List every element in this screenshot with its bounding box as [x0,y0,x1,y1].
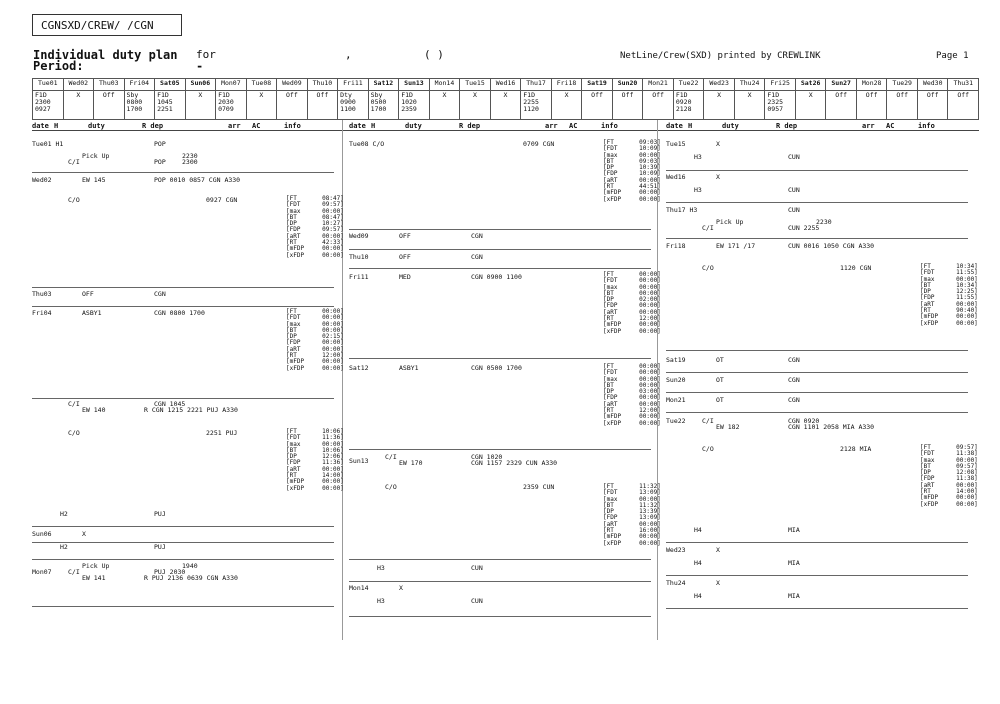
duty-entry: CUN 2255 [788,224,820,232]
day-header-mon14: Mon14 [429,79,460,91]
duty-entry: Mon07 [32,568,52,576]
col-header-ac: AC [252,122,261,130]
duty-entry: CUN [471,564,483,572]
duty-entry: Fri11 [349,273,369,281]
day-code-tue29: Off [887,91,918,120]
day-separator [32,606,334,607]
day-header-fri04: Fri04 [124,79,155,91]
day-separator [32,559,334,560]
duty-entry: Fri04 [32,309,52,317]
duty-entry: OFF [82,290,94,298]
day-header-sat19: Sat19 [582,79,613,91]
duty-entry: PUJ [154,510,166,518]
duty-entry: CGN [471,232,483,240]
day-separator [32,398,334,399]
duty-entry: 2300 [182,158,198,166]
duty-entry: 1120 CGN [840,264,872,272]
col-header-h: H [688,122,693,130]
day-separator [32,287,334,288]
duty-entry: CGN 1101 2058 MIA A330 [788,423,875,431]
day-header-sun20: Sun20 [612,79,643,91]
day-header-wed09: Wed09 [277,79,308,91]
day-separator [666,392,968,393]
day-code-mon28: Off [856,91,887,120]
duty-entry: Sat19 [666,356,686,364]
plan-title: Individual duty plan [33,48,178,62]
col-header-date: date [666,122,683,130]
col-header-rdep: R dep [776,122,798,130]
duty-entry: Wed23 [666,546,686,554]
day-code-thu31: Off [948,91,979,120]
col-header-info: info [918,122,935,130]
duty-entry: Tue15 [666,140,686,148]
day-separator [666,202,968,203]
day-code-tue15: X [460,91,491,120]
duty-entry: X [716,140,720,148]
day-separator [349,616,651,617]
day-code-tue08: X [246,91,277,120]
day-code-tue22: F1D 0920 2128 [673,91,704,120]
day-separator [666,412,968,413]
duty-entry: C/I [68,400,80,408]
duty-info-block: [FT 00:00] [FDT 00:00] [max 00:00] [BT 00:00] [DP 02:00] [FDP 00:00] [aRT 00:00] [RT 12:00] [mFDP 00:00] [xFDP 00:00] [603,271,661,335]
duty-entry: POP [154,158,166,166]
day-code-tue01: F1D 2300 0927 [33,91,64,120]
period-label: Period: [33,59,84,73]
duty-entry: EW 182 [716,423,740,431]
day-code-thu24: X [734,91,765,120]
day-separator [32,306,334,307]
day-separator [666,575,968,576]
duty-entry: 2230 [816,218,832,226]
day-header-fri11: Fri11 [338,79,369,91]
duty-entry: MIA [788,559,800,567]
duty-entry: X [716,546,720,554]
duty-entry: C/O [385,483,397,491]
day-separator [32,172,334,173]
duty-entry: C/I [68,568,80,576]
day-header-tue01: Tue01 [33,79,64,91]
day-header-wed02: Wed02 [63,79,94,91]
day-code-mon07: F1D 2030 0709 [216,91,247,120]
day-header-wed16: Wed16 [490,79,521,91]
duty-entry: CGN 0500 1700 [471,364,522,372]
duty-entry: 2359 CUN [523,483,555,491]
day-code-thu10: Off [307,91,338,120]
col-header-arr: arr [862,122,875,130]
duty-entry: CGN 1157 2329 CUN A330 [471,459,558,467]
duty-entry: CGN 0800 1700 [154,309,205,317]
duty-entry: Thu17 H3 [666,206,698,214]
duty-entry: Wed09 [349,232,369,240]
duty-entry: H4 [694,592,702,600]
duty-entry: CUN [788,206,800,214]
duty-entry: C/O [68,429,80,437]
duty-entry: MED [399,273,411,281]
duty-info-block: [FT 11:32] [FDT 13:09] [max 00:00] [BT 11:32] [DP 13:39] [FDP 13:09] [aRT 00:00] [RT 16:00] [mFDP 00:00] [xFDP 00:00] [603,483,661,547]
duty-entry: OFF [399,232,411,240]
duty-entry: Tue01 H1 [32,140,64,148]
day-separator [666,608,968,609]
duty-entry: PUJ [154,543,166,551]
col-header-date: date [349,122,366,130]
day-separator [349,229,651,230]
duty-entry: R CGN 1215 2221 PUJ A330 [144,406,238,414]
duty-entry: H2 [60,543,68,551]
day-header-tue22: Tue22 [673,79,704,91]
day-separator [349,581,651,582]
day-code-sat12: Sby 0500 1700 [368,91,399,120]
day-header-tue29: Tue29 [887,79,918,91]
duty-entry: CGN [788,376,800,384]
col-header-h: H [371,122,376,130]
duty-info-block: [FT 10:06] [FDT 11:36] [max 00:00] [BT 10:06] [DP 12:06] [FDP 11:36] [aRT 00:00] [RT 14:00] [mFDP 00:00] [xFDP 00:00] [286,428,344,492]
duty-info-block: [FT 08:47] [FDT 09:57] [max 00:00] [BT 08:47] [DP 10:27] [FDP 09:57] [aRT 00:00] [RT 42:33] [mFDP 00:00] [xFDP 00:00] [286,195,344,259]
day-code-thu03: Off [94,91,125,120]
duty-entry: Wed16 [666,173,686,181]
duty-entry: ASBY1 [82,309,102,317]
duty-info-block: [FT 09:57] [FDT 11:38] [max 00:00] [BT 09:57] [DP 12:08] [FDP 11:38] [aRT 00:00] [RT 14:00] [mFDP 00:00] [xFDP 00:00] [920,444,978,508]
duty-entry: Wed02 [32,176,52,184]
duty-entry: Pick Up [716,218,744,226]
duty-entry: CGN [154,290,166,298]
duty-entry: H4 [694,559,702,567]
day-header-thu17: Thu17 [521,79,552,91]
duty-entry: OFF [399,253,411,261]
duty-entry: X [716,173,720,181]
duty-entry: CUN [788,153,800,161]
col-header-ac: AC [569,122,578,130]
duty-entry: H4 [694,526,702,534]
day-header-mon28: Mon28 [856,79,887,91]
duty-entry: EW 141 [82,574,106,582]
duty-info-block: [FT 00:00] [FDT 00:00] [max 00:00] [BT 00:00] [DP 03:00] [FDP 00:00] [aRT 00:00] [RT 12:00] [mFDP 00:00] [xFDP 00:00] [603,363,661,427]
duty-entry: Mon14 [349,584,369,592]
day-separator [349,449,651,450]
system-info: NetLine/Crew(SXD) printed by CREWLINK [620,51,821,61]
day-code-fri18: X [551,91,582,120]
day-header-mon07: Mon07 [216,79,247,91]
day-code-wed16: X [490,91,521,120]
day-header-thu24: Thu24 [734,79,765,91]
day-header-sun06: Sun06 [185,79,216,91]
duty-entry: C/I [702,224,714,232]
day-code-sun20: Off [612,91,643,120]
day-code-sun06: X [185,91,216,120]
duty-entry: Tue08 C/O [349,140,385,148]
day-header-thu31: Thu31 [948,79,979,91]
col-header-arr: arr [545,122,558,130]
day-code-mon21: Off [643,91,674,120]
day-separator [666,542,968,543]
col-header-rdep: R dep [142,122,164,130]
duty-entry: OT [716,396,724,404]
duty-entry: Sun13 [349,457,369,465]
day-header-sat26: Sat26 [795,79,826,91]
duty-entry: EW 170 [399,459,423,467]
duty-entry: X [716,579,720,587]
day-code-sat26: X [795,91,826,120]
day-code-sat05: F1D 1045 2251 [155,91,186,120]
duty-entry: 0709 CGN [523,140,555,148]
col-header-arr: arr [228,122,241,130]
duty-entry: Pick Up [82,562,110,570]
duty-info-block: [FT 09:03] [FDT 10:09] [max 00:00] [BT 09:03] [DP 10:39] [FDP 10:09] [aRT 00:00] [RT 44:51] [mFDP 00:00] [xFDP 00:00] [603,139,661,203]
col-header-info: info [284,122,301,130]
day-header-fri18: Fri18 [551,79,582,91]
duty-entry: EW 140 [82,406,106,414]
duty-entry: 1940 [182,562,198,570]
duty-entry: C/I [68,158,80,166]
day-code-sat19: Off [582,91,613,120]
duty-entry: CGN 1020 [471,453,503,461]
crew-id-box: CGNSXD/CREW/ /CGN [32,14,182,36]
col-header-duty: duty [405,122,422,130]
duty-entry: CGN [788,356,800,364]
duty-entry: X [82,530,86,538]
day-code-sun13: F1D 1020 2359 [399,91,430,120]
duty-entry: 2230 [182,152,198,160]
duty-entry: PUJ 2030 [154,568,186,576]
col-header-duty: duty [722,122,739,130]
day-header-tue15: Tue15 [460,79,491,91]
duty-entry: H3 [377,564,385,572]
duty-entry: C/O [68,196,80,204]
day-header-wed30: Wed30 [917,79,948,91]
duty-entry: H2 [60,510,68,518]
day-header-thu10: Thu10 [307,79,338,91]
duty-entry: CUN 0016 1050 CGN A330 [788,242,875,250]
duty-entry: R PUJ 2136 0639 CGN A330 [144,574,238,582]
day-header-mon21: Mon21 [643,79,674,91]
day-summary-table [32,78,979,120]
day-code-thu17: F1D 2255 1120 [521,91,552,120]
day-header-thu03: Thu03 [94,79,125,91]
day-code-fri04: Sby 0800 1700 [124,91,155,120]
duty-entry: C/O [702,264,714,272]
duty-entry: CGN 1045 [154,400,186,408]
duty-entry: Fri18 [666,242,686,250]
duty-entry: ASBY1 [399,364,419,372]
duty-entry: POP [154,140,166,148]
col-header-info: info [601,122,618,130]
col-header-ac: AC [886,122,895,130]
day-code-wed23: X [704,91,735,120]
duty-entry: MIA [788,592,800,600]
duty-entry: Tue22 [666,417,686,425]
day-header-sat05: Sat05 [155,79,186,91]
day-separator [666,170,968,171]
day-code-wed30: Off [917,91,948,120]
day-separator [349,559,651,560]
day-separator [349,358,651,359]
day-header-tue08: Tue08 [246,79,277,91]
day-code-fri11: Dty 0900 1100 [338,91,369,120]
duty-entry: H3 [694,153,702,161]
day-separator [349,249,651,250]
period-value: - [196,59,204,73]
duty-entry: CUN [788,186,800,194]
duty-info-block: [FT 10:34] [FDT 11:55] [max 00:00] [BT 10:34] [DP 12:25] [FDP 11:55] [aRT 00:00] [RT 90:40] [mFDP 00:00] [xFDP 00:00] [920,263,978,327]
day-code-mon14: X [429,91,460,120]
duty-entry: CGN 0900 1100 [471,273,522,281]
day-header-wed23: Wed23 [704,79,735,91]
duty-entry: CGN [788,396,800,404]
duty-entry: CGN 0920 [788,417,820,425]
duty-entry: CGN [471,253,483,261]
comma: , [345,48,352,61]
duty-entry: Mon21 [666,396,686,404]
day-code-fri25: F1D 2325 0957 [765,91,796,120]
duty-entry: Thu03 [32,290,52,298]
duty-entry: 2251 PUJ [206,429,238,437]
col-header-date: date [32,122,49,130]
duty-entry: MIA [788,526,800,534]
day-header-sun13: Sun13 [399,79,430,91]
duty-entry: 0927 CGN [206,196,238,204]
duty-entry: C/I [385,453,397,461]
day-separator [349,268,651,269]
day-separator [666,372,968,373]
duty-info-block: [FT 00:00] [FDT 00:00] [max 00:00] [BT 00:00] [DP 02:15] [FDP 00:00] [aRT 00:00] [RT 12:00] [mFDP 00:00] [xFDP 00:00] [286,308,344,372]
paren: ( ) [424,48,444,61]
duty-entry: Thu24 [666,579,686,587]
duty-entry: Sun06 [32,530,52,538]
day-separator [666,350,968,351]
day-header-sat12: Sat12 [368,79,399,91]
duty-entry: H3 [377,597,385,605]
duty-entry: OT [716,356,724,364]
col-header-rdep: R dep [459,122,481,130]
duty-entry: X [399,584,403,592]
duty-entry: C/O [702,445,714,453]
duty-entry: Sat12 [349,364,369,372]
page-number: Page 1 [936,51,969,61]
day-code-sun27: Off [826,91,857,120]
duty-entry: H3 [694,186,702,194]
duty-entry: C/I [702,417,714,425]
duty-entry: POP 0010 0857 CGN A330 [154,176,241,184]
col-header-h: H [54,122,59,130]
header-rule [32,130,979,131]
day-separator [32,542,334,543]
duty-entry: Pick Up [82,152,110,160]
col-header-duty: duty [88,122,105,130]
day-separator [32,526,334,527]
duty-entry: EW 145 [82,176,106,184]
duty-entry: CUN [471,597,483,605]
duty-entry: EW 171 /17 [716,242,756,250]
duty-entry: 2128 MIA [840,445,872,453]
day-code-wed09: Off [277,91,308,120]
day-header-sun27: Sun27 [826,79,857,91]
day-separator [666,238,968,239]
for-label: for [196,48,216,61]
day-code-wed02: X [63,91,94,120]
duty-entry: Thu10 [349,253,369,261]
day-header-fri25: Fri25 [765,79,796,91]
duty-entry: Sun20 [666,376,686,384]
duty-entry: OT [716,376,724,384]
